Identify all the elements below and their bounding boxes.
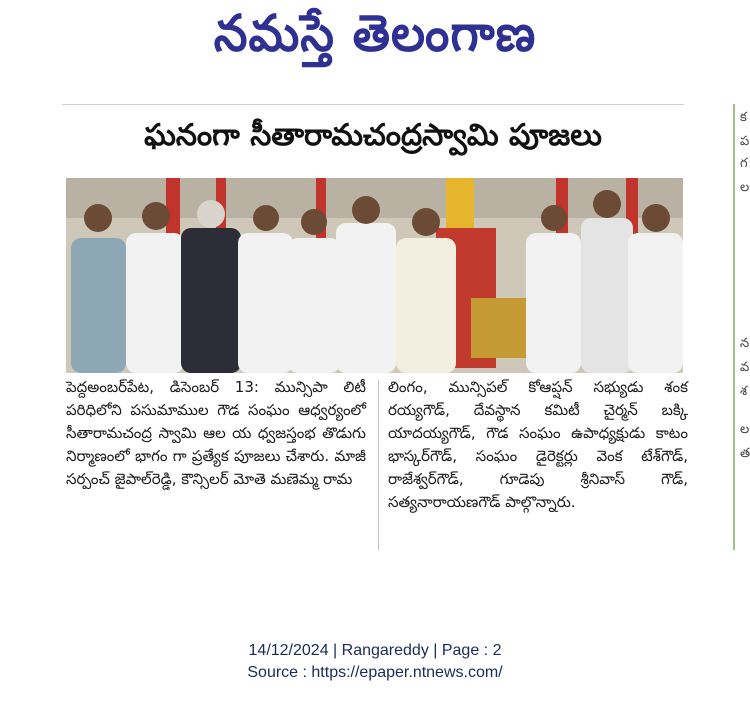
column-divider bbox=[378, 380, 379, 550]
newspaper-masthead bbox=[0, 0, 750, 80]
strip-char: క bbox=[740, 110, 747, 125]
strip-char: గ bbox=[740, 156, 748, 171]
strip-char: వ bbox=[740, 360, 750, 375]
group-photo-illustration bbox=[66, 178, 683, 373]
strip-char: ల bbox=[740, 422, 750, 437]
footer-edition-info: 14/12/2024 | Rangareddy | Page : 2 bbox=[248, 642, 502, 659]
article-column-right bbox=[388, 376, 688, 514]
masthead-title: నమస్తే తెలంగాణ bbox=[213, 4, 537, 64]
article-text-right: లింగం, మున్సిపల్ కోఆప్షన్ సభ్యుడు శంక రయ్యగౌడ్, దేవస్థాన కమిటీ చైర్మన్ బక్కి యాదయ్యగౌడ్, గౌడ సంఘం ఉపాధ్యక్షుడు కాటం భాస్కర్‌గౌడ్, సంఘం డైరెక్టర్లు వెంక టేశ్‌గౌడ్, రాజేశ్వర్‌గౌడ్, గూడెపు శ్రీనివాస్ గౌడ్, సత్యనారాయణగౌడ్ పాల్గొన్నారు. bbox=[388, 378, 688, 511]
adjacent-article-strip bbox=[733, 104, 750, 550]
article-photo bbox=[66, 178, 683, 373]
article-text-left: పెద్దఅంబర్‌పేట, డిసెంబర్ 13: మున్సిపా లిటీ పరిధిలోని పసుమాముల గౌడ సంఘం ఆధ్వర్యంలో సీతారామచంద్ర స్వామి ఆల య ధ్వజస్తంభ తొడుగు నిర్మాణంలో భాగం గా ప్రత్యేక పూజలు చేశారు. మాజీ సర్పంచ్ జైపాల్‌రెడ్డి, కౌన్సిలర్ మోతె మణెమ్మ రామ bbox=[66, 378, 366, 488]
strip-char: న bbox=[740, 336, 750, 351]
strip-char: త bbox=[740, 446, 750, 461]
strip-char: ప bbox=[740, 134, 750, 149]
strip-char: ల bbox=[740, 180, 750, 195]
footer-source: Source : https://epaper.ntnews.com/ bbox=[247, 664, 503, 681]
article-headline: ఘనంగా సీతారామచంద్రస్వామి పూజలు bbox=[144, 118, 602, 153]
strip-char: శ bbox=[740, 384, 748, 399]
article-column-left bbox=[66, 376, 366, 491]
clip-top-border bbox=[62, 104, 684, 105]
